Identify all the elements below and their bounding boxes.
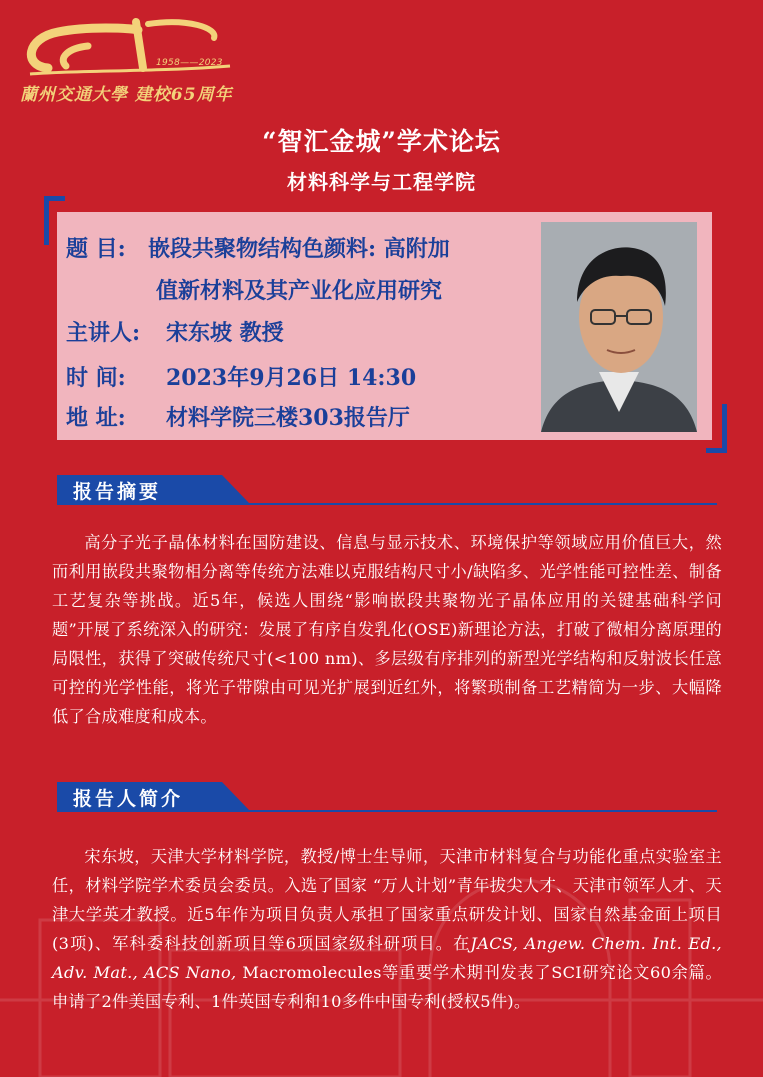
abstract-heading: 报告摘要	[73, 481, 162, 503]
bio-text-part2: Macromolecules等重要学术期刊发表了SCI研究论文60余篇。申请了2件美国专利、1件英国专利和10多件中国专利(授权5件)。	[52, 963, 722, 1011]
abstract-paragraph	[52, 528, 722, 731]
lecture-time: 2023年9月26日 14:30	[166, 365, 417, 391]
title-label: 题 目:	[66, 236, 126, 262]
forum-title: “智汇金城”学术论坛	[262, 127, 501, 156]
logo-years: 1958——2023	[156, 58, 223, 68]
bio-journals: JACS, Angew. Chem. Int. Ed., Adv. Mat., ACS Nano,	[52, 934, 722, 982]
logo-emblem-icon	[18, 8, 238, 88]
logo-text: 蘭州交通大學 建校65周年	[20, 85, 233, 105]
lecture-title-line2: 值新材料及其产业化应用研究	[156, 278, 443, 304]
speaker-label: 主讲人:	[66, 320, 141, 346]
speaker-photo	[541, 222, 697, 432]
lecture-title-line1: 嵌段共聚物结构色颜料: 高附加	[148, 236, 450, 262]
lecture-place: 材料学院三楼303报告厅	[166, 405, 410, 431]
bio-text-part1: 宋东坡，天津大学材料学院，教授/博士生导师，天津市材料复合与功能化重点实验室主任，材料学院学术委员会委员。入选了国家 “万人计划”青年拔尖人才、天津市领军人才、天津大学英才教授。近5年作为项目负责人承担了国家重点研发计划、国家自然基金面上项目(3项)、军科委科技创新项目等6项国家级科研项目。在	[52, 847, 722, 953]
bio-text	[52, 842, 722, 1016]
college-name: 材料科学与工程学院	[287, 170, 476, 194]
decorative-bracket-bottom-right	[706, 404, 727, 453]
abstract-text: 高分子光子晶体材料在国防建设、信息与显示技术、环境保护等领域应用价值巨大，然而利用嵌段共聚物相分离等传统方法难以克服结构尺寸小/缺陷多、光学性能可控性差、制备工艺复杂等挑战。近5年，候选人围绕“影响嵌段共聚物光子晶体应用的关键基础科学问题”开展了系统深入的研究：发展了有序自发乳化(OSE)新理论方法，打破了微相分离原理的局限性，获得了突破传统尺寸(<100 nm)、多层级有序排列的新型光学结构和反射波长任意可控的光学性能，将光子带隙由可见光扩展到近红外，将繁琐制备工艺精简为一步、大幅降低了合成难度和成本。	[52, 533, 722, 726]
time-label: 时 间:	[66, 365, 126, 391]
speaker-portrait-icon	[541, 222, 697, 432]
place-label: 地 址:	[66, 405, 126, 431]
speaker-name: 宋东坡 教授	[166, 320, 284, 346]
bio-paragraph	[52, 842, 722, 1016]
bio-heading: 报告人简介	[73, 788, 184, 810]
